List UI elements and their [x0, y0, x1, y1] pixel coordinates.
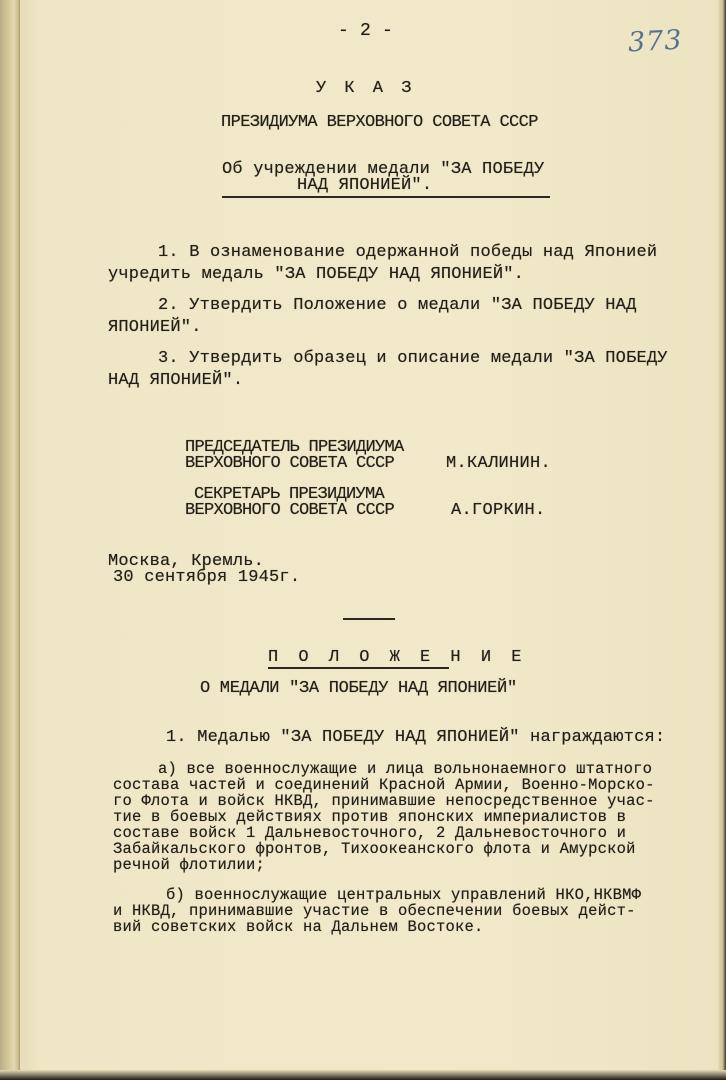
- para-b-line-3: вий советских войск на Дальнем Востоке.: [113, 918, 484, 936]
- binding-strip: [0, 0, 20, 1080]
- decree-item-3-line1: 3. Утвердить образец и описание медали "ЗА ПОБЕДУ: [158, 349, 668, 368]
- para-a-line-1: а) все военнослужащие и лица вольнонаемного штатного: [158, 760, 653, 778]
- para-a-line-4: тие в боевых действиях против японских империалистов в: [113, 808, 627, 826]
- signature-1-title-line1: ПРЕДСЕДАТЕЛЬ ПРЕЗИДИУМА: [185, 438, 404, 457]
- signature-1-title-line2: ВЕРХОВНОГО СОВЕТА СССР: [185, 454, 395, 473]
- regulation-title-underline: [268, 667, 449, 669]
- decree-item-1-line2: учредить медаль "ЗА ПОБЕДУ НАД ЯПОНИЕЙ".: [108, 265, 525, 284]
- decree-title: У К А З: [316, 79, 416, 98]
- para-b-line-2: и НКВД, принимавшие участие в обеспечении боевых дейст-: [113, 902, 636, 920]
- signature-2-title-line1: СЕКРЕТАРЬ ПРЕЗИДИУМА: [194, 485, 385, 504]
- para-a-line-3: го Флота и войск НКВД, принимавшие непосредственное учас-: [113, 792, 655, 810]
- regulation-point-1: 1. Медалью "ЗА ПОБЕДУ НАД ЯПОНИЕЙ" награждаются:: [166, 728, 666, 747]
- subject-underline: [222, 196, 550, 198]
- decree-item-3-line2: НАД ЯПОНИЕЙ".: [108, 371, 244, 390]
- decree-item-2-line1: 2. Утвердить Положение о медали "ЗА ПОБЕДУ НАД: [158, 296, 637, 315]
- para-a-line-7: речной флотилии;: [113, 856, 266, 874]
- decree-subject-line1: Об учреждении медали "ЗА ПОБЕДУ: [222, 160, 545, 179]
- decree-item-2-line2: ЯПОНИЕЙ".: [108, 318, 202, 337]
- signature-2-name: А.ГОРКИН.: [451, 501, 546, 520]
- signature-1-name: М.КАЛИНИН.: [446, 454, 552, 473]
- para-a-line-6: Забайкальского фронтов, Тихоокеанского флота и Амурской: [113, 840, 636, 858]
- decree-item-1-line1: 1. В ознаменование одержанной победы над Японией: [158, 243, 658, 262]
- decree-date: 30 сентября 1945г.: [113, 568, 301, 587]
- page-edge-right: [718, 0, 726, 1080]
- decree-issuer: ПРЕЗИДИУМА ВЕРХОВНОГО СОВЕТА СССР: [221, 113, 538, 132]
- signature-2-title-line2: ВЕРХОВНОГО СОВЕТА СССР: [185, 501, 395, 520]
- archive-number-handwritten: 373: [627, 24, 684, 59]
- decree-subject-line2: НАД ЯПОНИЕЙ".: [297, 176, 433, 195]
- para-a-line-5: составе войск 1 Дальневосточного, 2 Дальневосточного и: [113, 824, 627, 842]
- regulation-title: П О Л О Ж Е Н И Е: [268, 648, 527, 667]
- regulation-subtitle: О МЕДАЛИ "ЗА ПОБЕДУ НАД ЯПОНИЕЙ": [200, 679, 517, 698]
- decree-place: Москва, Кремль.: [108, 552, 265, 571]
- para-b-line-1: б) военнослужащие центральных управлений НКО,НКВМФ: [166, 886, 642, 904]
- page-number: - 2 -: [338, 21, 394, 41]
- section-divider: [343, 618, 395, 620]
- para-a-line-2: состава частей и соединений Красной Армии, Военно-Морско-: [113, 776, 655, 794]
- page-edge-bottom: [0, 1070, 726, 1080]
